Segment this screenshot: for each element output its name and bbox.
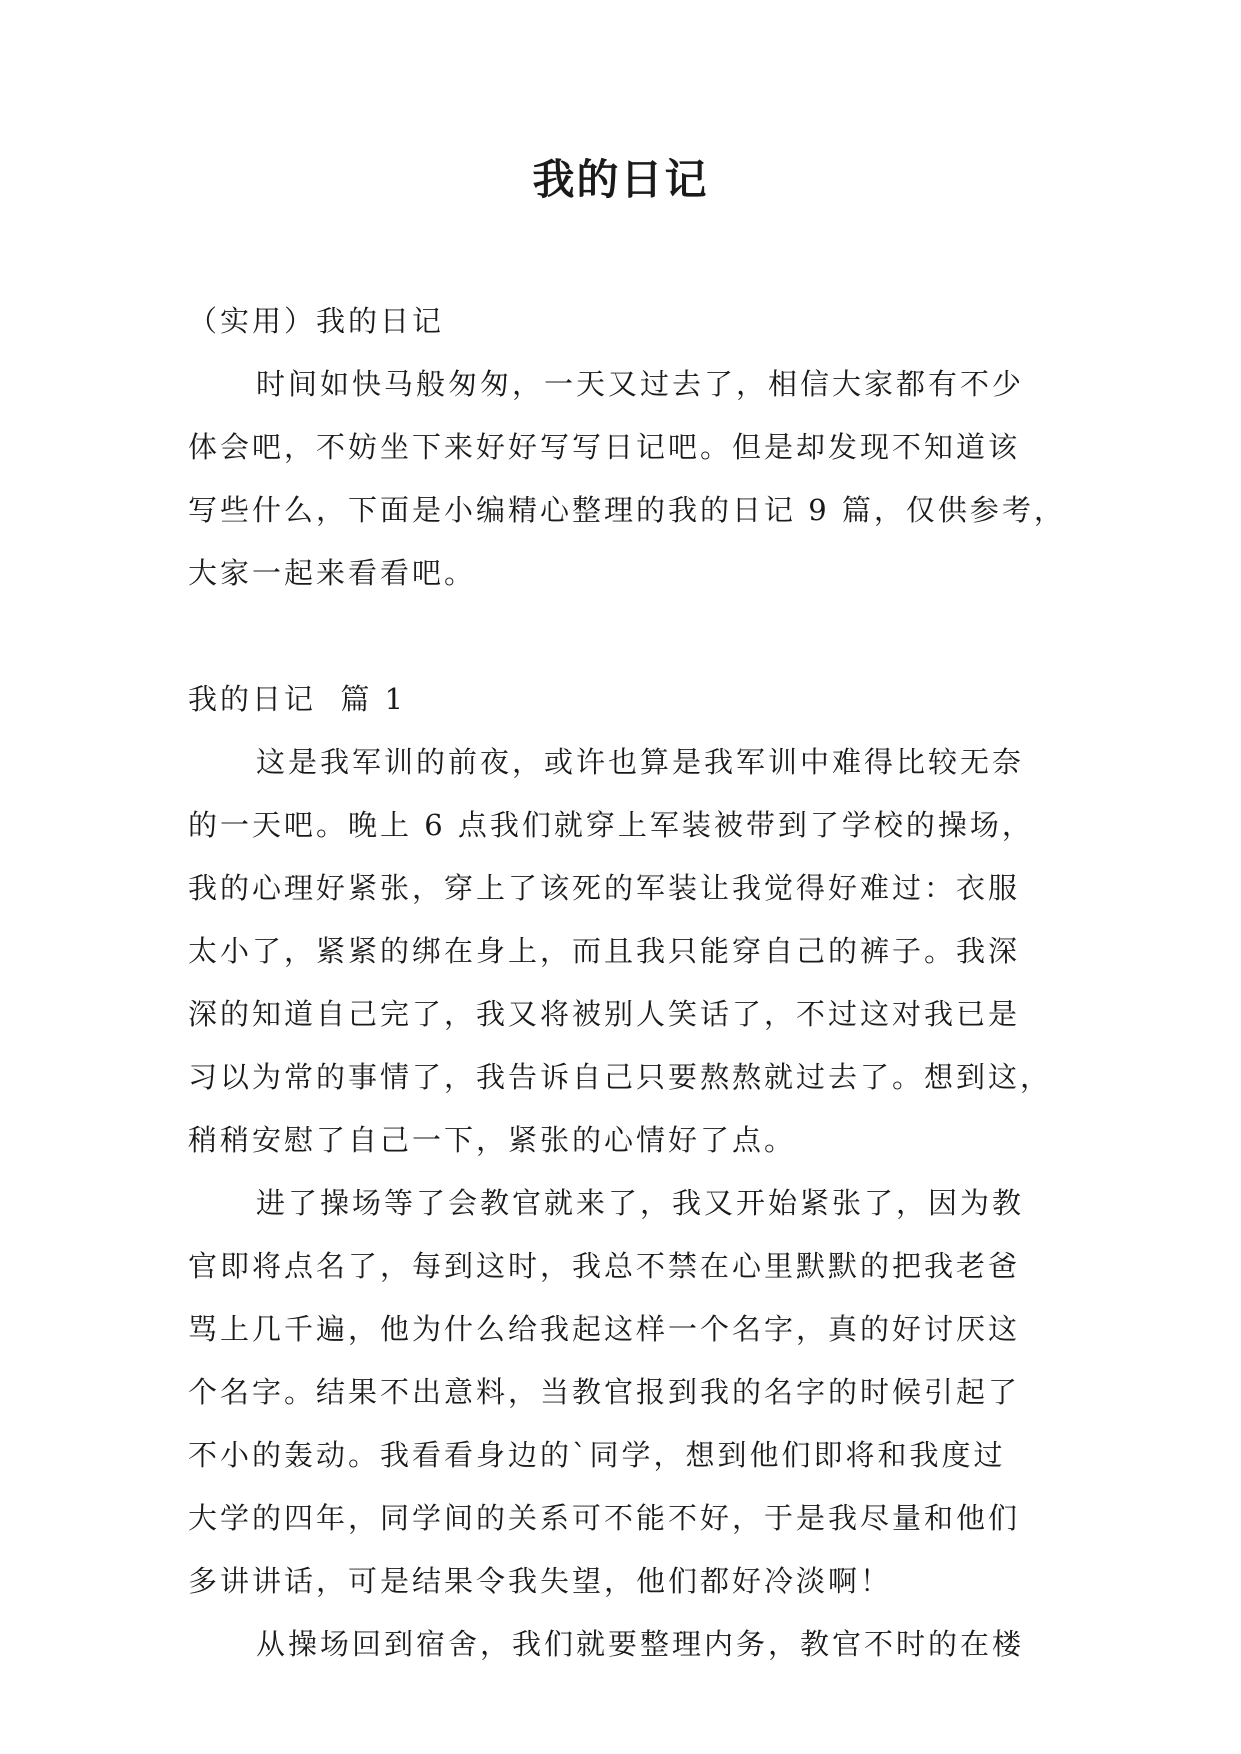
paragraph-line: 稍稍安慰了自己一下，紧张的心情好了点。 <box>188 1123 797 1157</box>
paragraph-line: 大学的四年，同学间的关系可不能不好，于是我尽量和他们 <box>188 1501 1021 1535</box>
paragraph-line: 多讲讲话，可是结果令我失望，他们都好冷淡啊！ <box>188 1564 893 1598</box>
paragraph-line: 太小了，紧紧的绑在身上，而且我只能穿自己的裤子。我深 <box>188 934 1021 968</box>
body-paragraph-1 <box>188 731 1056 1172</box>
paragraph-line: 习以为常的事情了，我告诉自己只要熬熬就过去了。想到这， <box>188 1060 1053 1094</box>
paragraph-line: 骂上几千遍，他为什么给我起这样一个名字，真的好讨厌这 <box>188 1312 1021 1346</box>
paragraph-spacer <box>188 605 1056 668</box>
paragraph-line: 这是我军训的前夜，或许也算是我军训中难得比较无奈 <box>256 745 1025 779</box>
paragraph-line: 不小的轰动。我看看身边的`同学，想到他们即将和我度过 <box>188 1438 1006 1472</box>
intro-line: 大家一起来看看吧。 <box>188 556 477 590</box>
intro-paragraph <box>188 353 1066 605</box>
document-body <box>188 290 1066 1676</box>
paragraph-line: 官即将点名了，每到这时，我总不禁在心里默默的把我老爸 <box>188 1249 1021 1283</box>
paragraph-line: 的一天吧。晚上 6 点我们就穿上军装被带到了学校的操场， <box>188 808 1034 842</box>
paragraph-line: 从操场回到宿舍，我们就要整理内务，教官不时的在楼 <box>256 1627 1025 1661</box>
document-subtitle: （实用）我的日记 <box>188 304 445 338</box>
intro-line: 写些什么，下面是小编精心整理的我的日记 9 篇，仅供参考， <box>188 493 1066 527</box>
paragraph-line: 进了操场等了会教官就来了，我又开始紧张了，因为教 <box>256 1186 1025 1220</box>
intro-line: 体会吧，不妨坐下来好好写写日记吧。但是却发现不知道该 <box>188 430 1021 464</box>
section-heading: 我的日记 篇 1 <box>188 682 407 716</box>
paragraph-line: 深的知道自己完了，我又将被别人笑话了，不过这对我已是 <box>188 997 1021 1031</box>
paragraph-line: 我的心理好紧张，穿上了该死的军装让我觉得好难过：衣服 <box>188 871 1021 905</box>
body-paragraph-2 <box>188 1172 1056 1613</box>
document-title: 我的日记 <box>532 155 709 204</box>
paragraph-line: 个名字。结果不出意料，当教官报到我的名字的时候引起了 <box>188 1375 1021 1409</box>
body-paragraph-3 <box>188 1613 1056 1676</box>
intro-line: 时间如快马般匆匆，一天又过去了，相信大家都有不少 <box>256 367 1025 401</box>
